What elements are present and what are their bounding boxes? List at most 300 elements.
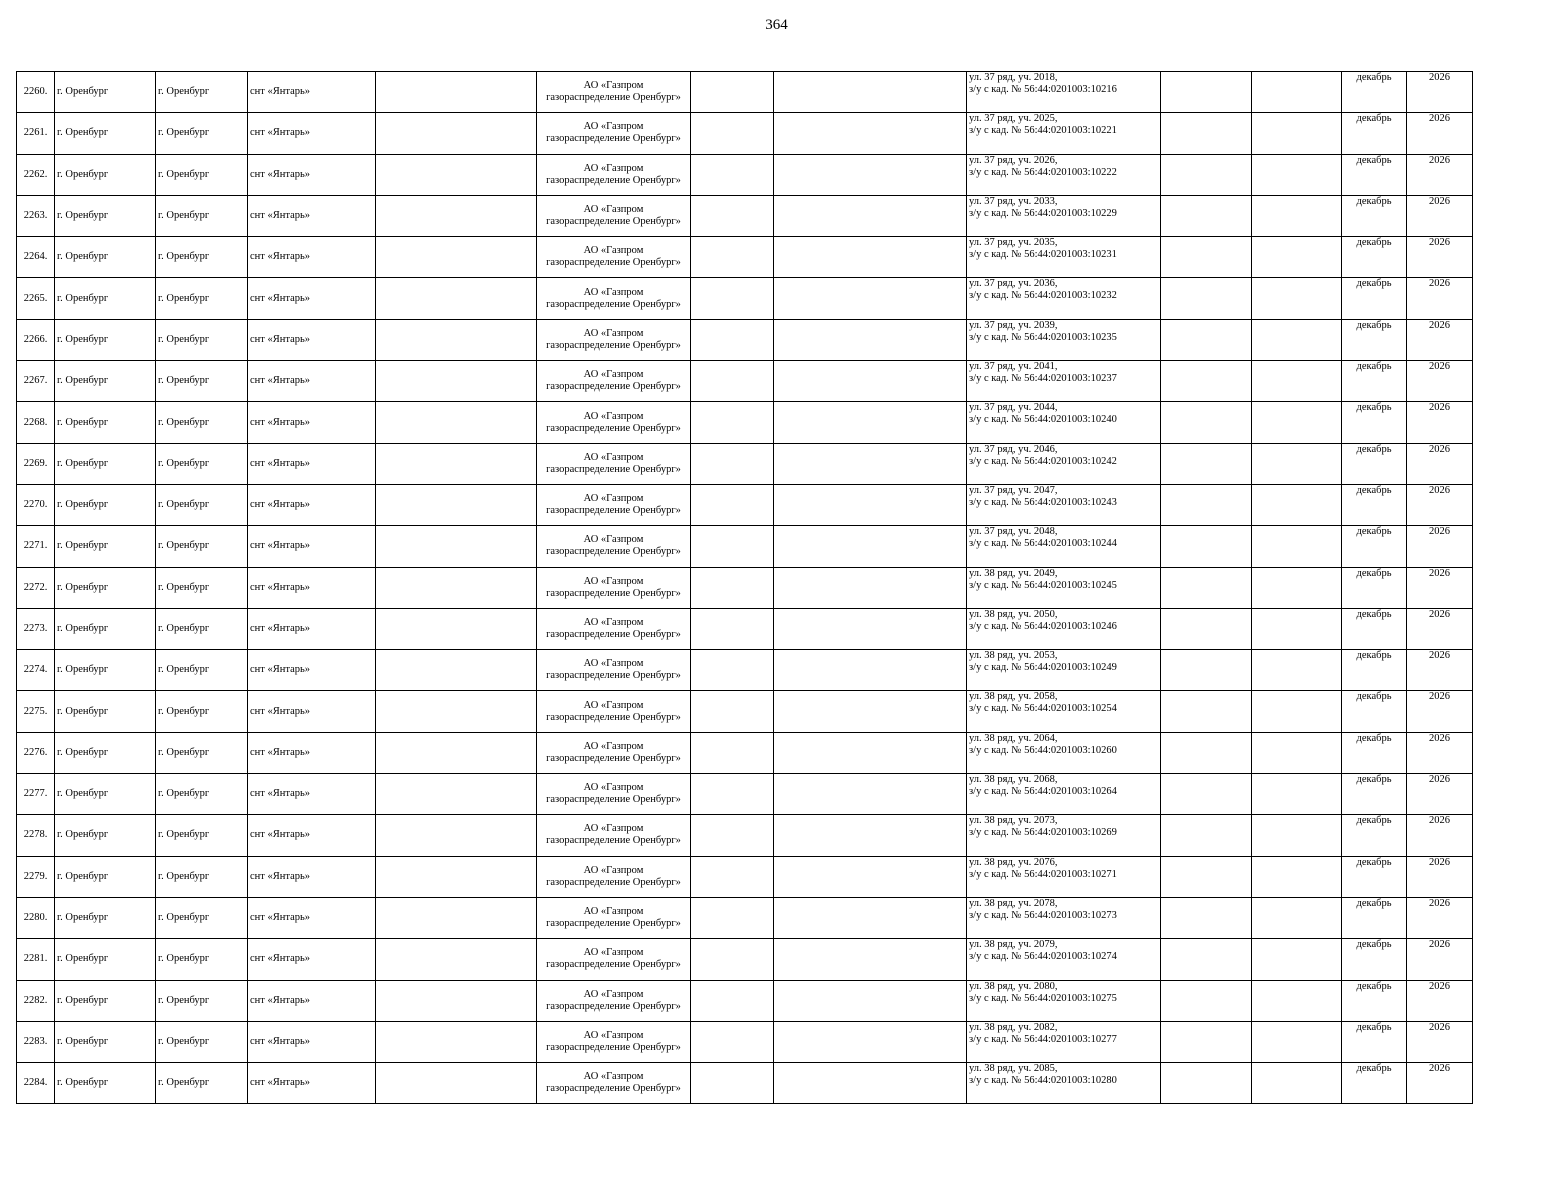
empty-cell-2 <box>691 608 774 649</box>
empty-cell-2 <box>691 774 774 815</box>
row-number: 2272. <box>17 567 55 608</box>
organization-cell <box>537 72 691 113</box>
month-cell: декабрь <box>1342 195 1407 236</box>
empty-cell-2 <box>691 1021 774 1062</box>
address-line-2: з/у с кад. № 56:44:0201003:10221 <box>969 125 1117 137</box>
locality-cell: г. Оренбург <box>156 443 248 484</box>
empty-cell-2 <box>691 195 774 236</box>
empty-cell-2 <box>691 361 774 402</box>
month-cell: декабрь <box>1342 732 1407 773</box>
address-line-2: з/у с кад. № 56:44:0201003:10280 <box>969 1075 1117 1087</box>
organization-cell <box>537 361 691 402</box>
month-cell: декабрь <box>1342 402 1407 443</box>
address-line-1: ул. 37 ряд, уч. 2048, <box>969 526 1058 538</box>
organization-line-1: АО «Газпром <box>583 699 644 711</box>
empty-cell-5 <box>1252 72 1342 113</box>
organization-line-2: газораспределение Оренбург» <box>546 174 681 186</box>
table-row <box>17 237 1473 278</box>
table-row <box>17 443 1473 484</box>
empty-cell-2 <box>691 278 774 319</box>
address-line-1: ул. 37 ряд, уч. 2046, <box>969 443 1058 455</box>
empty-cell-2 <box>691 1063 774 1104</box>
year-cell: 2026 <box>1407 195 1473 236</box>
district-cell: г. Оренбург <box>55 608 156 649</box>
row-number: 2282. <box>17 980 55 1021</box>
year-cell: 2026 <box>1407 319 1473 360</box>
empty-cell-3 <box>774 195 967 236</box>
empty-cell-1 <box>376 443 537 484</box>
locality-cell: г. Оренбург <box>156 278 248 319</box>
address-line-2: з/у с кад. № 56:44:0201003:10245 <box>969 579 1117 591</box>
empty-cell-5 <box>1252 1063 1342 1104</box>
organization-cell <box>537 732 691 773</box>
organization-line-1: АО «Газпром <box>583 369 644 381</box>
organization-line-1: АО «Газпром <box>583 245 644 257</box>
address-line-2: з/у с кад. № 56:44:0201003:10222 <box>969 166 1117 178</box>
empty-cell-4 <box>1161 774 1252 815</box>
snt-cell: снт «Янтарь» <box>248 567 376 608</box>
district-cell: г. Оренбург <box>55 154 156 195</box>
address-line-2: з/у с кад. № 56:44:0201003:10244 <box>969 538 1117 550</box>
empty-cell-5 <box>1252 361 1342 402</box>
empty-cell-4 <box>1161 443 1252 484</box>
month-cell: декабрь <box>1342 650 1407 691</box>
snt-cell: снт «Янтарь» <box>248 815 376 856</box>
month-cell: декабрь <box>1342 980 1407 1021</box>
district-cell: г. Оренбург <box>55 443 156 484</box>
snt-cell: снт «Янтарь» <box>248 195 376 236</box>
empty-cell-2 <box>691 484 774 525</box>
row-number: 2269. <box>17 443 55 484</box>
organization-cell <box>537 1063 691 1104</box>
empty-cell-4 <box>1161 113 1252 154</box>
table-row <box>17 113 1473 154</box>
empty-cell-4 <box>1161 567 1252 608</box>
empty-cell-1 <box>376 608 537 649</box>
address-line-1: ул. 37 ряд, уч. 2039, <box>969 319 1058 331</box>
organization-line-1: АО «Газпром <box>583 162 644 174</box>
empty-cell-4 <box>1161 319 1252 360</box>
empty-cell-5 <box>1252 237 1342 278</box>
snt-cell: снт «Янтарь» <box>248 526 376 567</box>
empty-cell-3 <box>774 113 967 154</box>
address-line-1: ул. 37 ряд, уч. 2033, <box>969 195 1058 207</box>
empty-cell-2 <box>691 815 774 856</box>
row-number: 2265. <box>17 278 55 319</box>
empty-cell-5 <box>1252 154 1342 195</box>
address-cell <box>967 567 1161 608</box>
organization-line-2: газораспределение Оренбург» <box>546 629 681 640</box>
empty-cell-1 <box>376 278 537 319</box>
year-cell: 2026 <box>1407 1063 1473 1104</box>
organization-line-1: АО «Газпром <box>583 534 644 546</box>
organization-cell <box>537 980 691 1021</box>
organization-line-1: АО «Газпром <box>583 823 644 835</box>
address-cell <box>967 361 1161 402</box>
address-line-1: ул. 38 ряд, уч. 2082, <box>969 1021 1058 1033</box>
month-cell: декабрь <box>1342 154 1407 195</box>
empty-cell-3 <box>774 278 967 319</box>
organization-cell <box>537 608 691 649</box>
month-cell: декабрь <box>1342 278 1407 319</box>
locality-cell: г. Оренбург <box>156 113 248 154</box>
empty-cell-3 <box>774 443 967 484</box>
locality-cell: г. Оренбург <box>156 691 248 732</box>
empty-cell-2 <box>691 72 774 113</box>
empty-cell-3 <box>774 361 967 402</box>
organization-line-1: АО «Газпром <box>583 740 644 752</box>
row-number: 2264. <box>17 237 55 278</box>
district-cell: г. Оренбург <box>55 402 156 443</box>
empty-cell-1 <box>376 650 537 691</box>
locality-cell: г. Оренбург <box>156 1021 248 1062</box>
locality-cell: г. Оренбург <box>156 856 248 897</box>
year-cell: 2026 <box>1407 939 1473 980</box>
organization-line-2: газораспределение Оренбург» <box>546 92 681 104</box>
empty-cell-3 <box>774 319 967 360</box>
empty-cell-5 <box>1252 319 1342 360</box>
row-number: 2280. <box>17 897 55 938</box>
address-cell <box>967 526 1161 567</box>
empty-cell-5 <box>1252 443 1342 484</box>
address-cell <box>967 113 1161 154</box>
row-number: 2268. <box>17 402 55 443</box>
empty-cell-5 <box>1252 815 1342 856</box>
table-row <box>17 1021 1473 1062</box>
year-cell: 2026 <box>1407 650 1473 691</box>
month-cell: декабрь <box>1342 526 1407 567</box>
organization-line-1: АО «Газпром <box>583 1029 644 1041</box>
empty-cell-5 <box>1252 484 1342 525</box>
year-cell: 2026 <box>1407 402 1473 443</box>
snt-cell: снт «Янтарь» <box>248 484 376 525</box>
empty-cell-1 <box>376 113 537 154</box>
row-number: 2270. <box>17 484 55 525</box>
empty-cell-4 <box>1161 897 1252 938</box>
address-cell <box>967 939 1161 980</box>
row-number: 2278. <box>17 815 55 856</box>
row-number: 2267. <box>17 361 55 402</box>
locality-cell: г. Оренбург <box>156 980 248 1021</box>
row-number: 2263. <box>17 195 55 236</box>
organization-cell <box>537 195 691 236</box>
table-row <box>17 154 1473 195</box>
empty-cell-1 <box>376 319 537 360</box>
empty-cell-3 <box>774 154 967 195</box>
empty-cell-4 <box>1161 980 1252 1021</box>
address-line-2: з/у с кад. № 56:44:0201003:10269 <box>969 827 1117 839</box>
year-cell: 2026 <box>1407 815 1473 856</box>
address-cell <box>967 650 1161 691</box>
empty-cell-4 <box>1161 939 1252 980</box>
snt-cell: снт «Янтарь» <box>248 1021 376 1062</box>
table-row <box>17 691 1473 732</box>
empty-cell-3 <box>774 526 967 567</box>
empty-cell-4 <box>1161 608 1252 649</box>
year-cell: 2026 <box>1407 278 1473 319</box>
empty-cell-2 <box>691 319 774 360</box>
empty-cell-4 <box>1161 856 1252 897</box>
address-line-2: з/у с кад. № 56:44:0201003:10235 <box>969 331 1117 343</box>
row-number: 2275. <box>17 691 55 732</box>
row-number: 2274. <box>17 650 55 691</box>
address-cell <box>967 402 1161 443</box>
address-cell <box>967 691 1161 732</box>
snt-cell: снт «Янтарь» <box>248 237 376 278</box>
district-cell: г. Оренбург <box>55 72 156 113</box>
locality-cell: г. Оренбург <box>156 237 248 278</box>
table-row <box>17 856 1473 897</box>
district-cell: г. Оренбург <box>55 856 156 897</box>
table-row <box>17 319 1473 360</box>
district-cell: г. Оренбург <box>55 1063 156 1104</box>
address-line-1: ул. 38 ряд, уч. 2085, <box>969 1063 1058 1075</box>
district-cell: г. Оренбург <box>55 650 156 691</box>
organization-cell <box>537 774 691 815</box>
organization-cell <box>537 567 691 608</box>
snt-cell: снт «Янтарь» <box>248 278 376 319</box>
address-cell <box>967 319 1161 360</box>
locality-cell: г. Оренбург <box>156 815 248 856</box>
organization-cell <box>537 154 691 195</box>
address-line-2: з/у с кад. № 56:44:0201003:10273 <box>969 909 1117 921</box>
district-cell: г. Оренбург <box>55 237 156 278</box>
year-cell: 2026 <box>1407 608 1473 649</box>
empty-cell-3 <box>774 774 967 815</box>
address-cell <box>967 897 1161 938</box>
empty-cell-5 <box>1252 939 1342 980</box>
organization-line-1: АО «Газпром <box>583 451 644 463</box>
organization-cell <box>537 278 691 319</box>
empty-cell-1 <box>376 361 537 402</box>
page-number: 364 <box>765 17 788 33</box>
snt-cell: снт «Янтарь» <box>248 732 376 773</box>
address-cell <box>967 484 1161 525</box>
table-row <box>17 72 1473 113</box>
address-cell <box>967 195 1161 236</box>
organization-cell <box>537 815 691 856</box>
empty-cell-1 <box>376 939 537 980</box>
empty-cell-5 <box>1252 774 1342 815</box>
empty-cell-1 <box>376 980 537 1021</box>
district-cell: г. Оренбург <box>55 113 156 154</box>
row-number: 2283. <box>17 1021 55 1062</box>
organization-cell <box>537 319 691 360</box>
address-line-2: з/у с кад. № 56:44:0201003:10242 <box>969 455 1117 467</box>
district-cell: г. Оренбург <box>55 278 156 319</box>
address-line-1: ул. 38 ряд, уч. 2068, <box>969 774 1058 786</box>
empty-cell-5 <box>1252 650 1342 691</box>
organization-line-2: газораспределение Оренбург» <box>546 1083 681 1095</box>
year-cell: 2026 <box>1407 72 1473 113</box>
empty-cell-2 <box>691 402 774 443</box>
year-cell: 2026 <box>1407 361 1473 402</box>
organization-line-2: газораспределение Оренбург» <box>546 505 681 517</box>
empty-cell-5 <box>1252 691 1342 732</box>
district-cell: г. Оренбург <box>55 774 156 815</box>
address-line-2: з/у с кад. № 56:44:0201003:10246 <box>969 620 1117 632</box>
address-cell <box>967 815 1161 856</box>
locality-cell: г. Оренбург <box>156 567 248 608</box>
empty-cell-1 <box>376 1021 537 1062</box>
empty-cell-3 <box>774 897 967 938</box>
empty-cell-4 <box>1161 732 1252 773</box>
snt-cell: снт «Янтарь» <box>248 897 376 938</box>
snt-cell: снт «Янтарь» <box>248 402 376 443</box>
empty-cell-3 <box>774 980 967 1021</box>
district-cell: г. Оренбург <box>55 1021 156 1062</box>
locality-cell: г. Оренбург <box>156 897 248 938</box>
organization-line-2: газораспределение Оренбург» <box>546 381 681 393</box>
address-line-2: з/у с кад. № 56:44:0201003:10277 <box>969 1033 1117 1045</box>
organization-line-1: АО «Газпром <box>583 906 644 918</box>
address-line-2: з/у с кад. № 56:44:0201003:10264 <box>969 786 1117 798</box>
month-cell: декабрь <box>1342 237 1407 278</box>
row-number: 2262. <box>17 154 55 195</box>
registry-table <box>16 71 1473 1104</box>
organization-cell <box>537 650 691 691</box>
empty-cell-2 <box>691 650 774 691</box>
organization-line-1: АО «Газпром <box>583 80 644 92</box>
table-row <box>17 526 1473 567</box>
empty-cell-3 <box>774 650 967 691</box>
table-row <box>17 897 1473 938</box>
snt-cell: снт «Янтарь» <box>248 774 376 815</box>
address-line-2: з/у с кад. № 56:44:0201003:10240 <box>969 414 1117 426</box>
organization-cell <box>537 113 691 154</box>
empty-cell-5 <box>1252 567 1342 608</box>
address-line-1: ул. 38 ряд, уч. 2053, <box>969 650 1058 662</box>
empty-cell-2 <box>691 732 774 773</box>
row-number: 2266. <box>17 319 55 360</box>
row-number: 2260. <box>17 72 55 113</box>
empty-cell-4 <box>1161 815 1252 856</box>
address-line-2: з/у с кад. № 56:44:0201003:10271 <box>969 868 1117 880</box>
organization-line-1: АО «Газпром <box>583 1071 644 1083</box>
address-cell <box>967 1063 1161 1104</box>
row-number: 2279. <box>17 856 55 897</box>
organization-line-2: газораспределение Оренбург» <box>546 216 681 228</box>
row-number: 2284. <box>17 1063 55 1104</box>
organization-cell <box>537 443 691 484</box>
locality-cell: г. Оренбург <box>156 650 248 691</box>
district-cell: г. Оренбург <box>55 195 156 236</box>
year-cell: 2026 <box>1407 484 1473 525</box>
empty-cell-3 <box>774 484 967 525</box>
organization-line-2: газораспределение Оренбург» <box>546 257 681 269</box>
month-cell: декабрь <box>1342 774 1407 815</box>
empty-cell-3 <box>774 567 967 608</box>
year-cell: 2026 <box>1407 897 1473 938</box>
month-cell: декабрь <box>1342 1063 1407 1104</box>
locality-cell: г. Оренбург <box>156 319 248 360</box>
locality-cell: г. Оренбург <box>156 608 248 649</box>
organization-line-2: газораспределение Оренбург» <box>546 835 681 847</box>
table-row <box>17 361 1473 402</box>
empty-cell-4 <box>1161 1021 1252 1062</box>
district-cell: г. Оренбург <box>55 939 156 980</box>
year-cell: 2026 <box>1407 443 1473 484</box>
organization-line-1: АО «Газпром <box>583 782 644 794</box>
empty-cell-2 <box>691 443 774 484</box>
district-cell: г. Оренбург <box>55 361 156 402</box>
year-cell: 2026 <box>1407 774 1473 815</box>
snt-cell: снт «Янтарь» <box>248 980 376 1021</box>
empty-cell-3 <box>774 72 967 113</box>
address-line-1: ул. 38 ряд, уч. 2049, <box>969 567 1058 579</box>
row-number: 2261. <box>17 113 55 154</box>
organization-cell <box>537 237 691 278</box>
empty-cell-2 <box>691 526 774 567</box>
empty-cell-2 <box>691 939 774 980</box>
locality-cell: г. Оренбург <box>156 1063 248 1104</box>
empty-cell-5 <box>1252 608 1342 649</box>
address-line-1: ул. 38 ряд, уч. 2058, <box>969 691 1058 703</box>
organization-cell <box>537 526 691 567</box>
empty-cell-5 <box>1252 856 1342 897</box>
address-cell <box>967 278 1161 319</box>
empty-cell-1 <box>376 402 537 443</box>
empty-cell-1 <box>376 815 537 856</box>
address-cell <box>967 72 1161 113</box>
locality-cell: г. Оренбург <box>156 939 248 980</box>
empty-cell-2 <box>691 237 774 278</box>
district-cell: г. Оренбург <box>55 484 156 525</box>
address-cell <box>967 154 1161 195</box>
table-row <box>17 980 1473 1021</box>
organization-line-2: газораспределение Оренбург» <box>546 1041 681 1053</box>
month-cell: декабрь <box>1342 484 1407 525</box>
table-row <box>17 195 1473 236</box>
table-row <box>17 402 1473 443</box>
empty-cell-5 <box>1252 402 1342 443</box>
table-row <box>17 608 1473 649</box>
empty-cell-1 <box>376 567 537 608</box>
empty-cell-3 <box>774 939 967 980</box>
empty-cell-4 <box>1161 650 1252 691</box>
organization-line-2: газораспределение Оренбург» <box>546 711 681 723</box>
address-line-2: з/у с кад. № 56:44:0201003:10249 <box>969 662 1117 674</box>
organization-cell <box>537 897 691 938</box>
address-line-2: з/у с кад. № 56:44:0201003:10231 <box>969 249 1117 261</box>
organization-line-2: газораспределение Оренбург» <box>546 298 681 310</box>
snt-cell: снт «Янтарь» <box>248 154 376 195</box>
row-number: 2276. <box>17 732 55 773</box>
table-body <box>17 72 1473 1104</box>
organization-line-1: АО «Газпром <box>583 864 644 876</box>
empty-cell-1 <box>376 526 537 567</box>
table-row <box>17 650 1473 691</box>
locality-cell: г. Оренбург <box>156 361 248 402</box>
empty-cell-2 <box>691 856 774 897</box>
address-cell <box>967 732 1161 773</box>
table-row <box>17 567 1473 608</box>
month-cell: декабрь <box>1342 361 1407 402</box>
month-cell: декабрь <box>1342 113 1407 154</box>
district-cell: г. Оренбург <box>55 897 156 938</box>
table-row <box>17 732 1473 773</box>
address-line-2: з/у с кад. № 56:44:0201003:10274 <box>969 951 1117 963</box>
organization-line-2: газораспределение Оренбург» <box>546 587 681 599</box>
organization-line-1: АО «Газпром <box>583 204 644 216</box>
organization-line-1: АО «Газпром <box>583 121 644 133</box>
month-cell: декабрь <box>1342 856 1407 897</box>
organization-line-2: газораспределение Оренбург» <box>546 794 681 806</box>
snt-cell: снт «Янтарь» <box>248 443 376 484</box>
locality-cell: г. Оренбург <box>156 526 248 567</box>
address-line-1: ул. 38 ряд, уч. 2076, <box>969 856 1058 868</box>
address-line-2: з/у с кад. № 56:44:0201003:10232 <box>969 290 1117 302</box>
